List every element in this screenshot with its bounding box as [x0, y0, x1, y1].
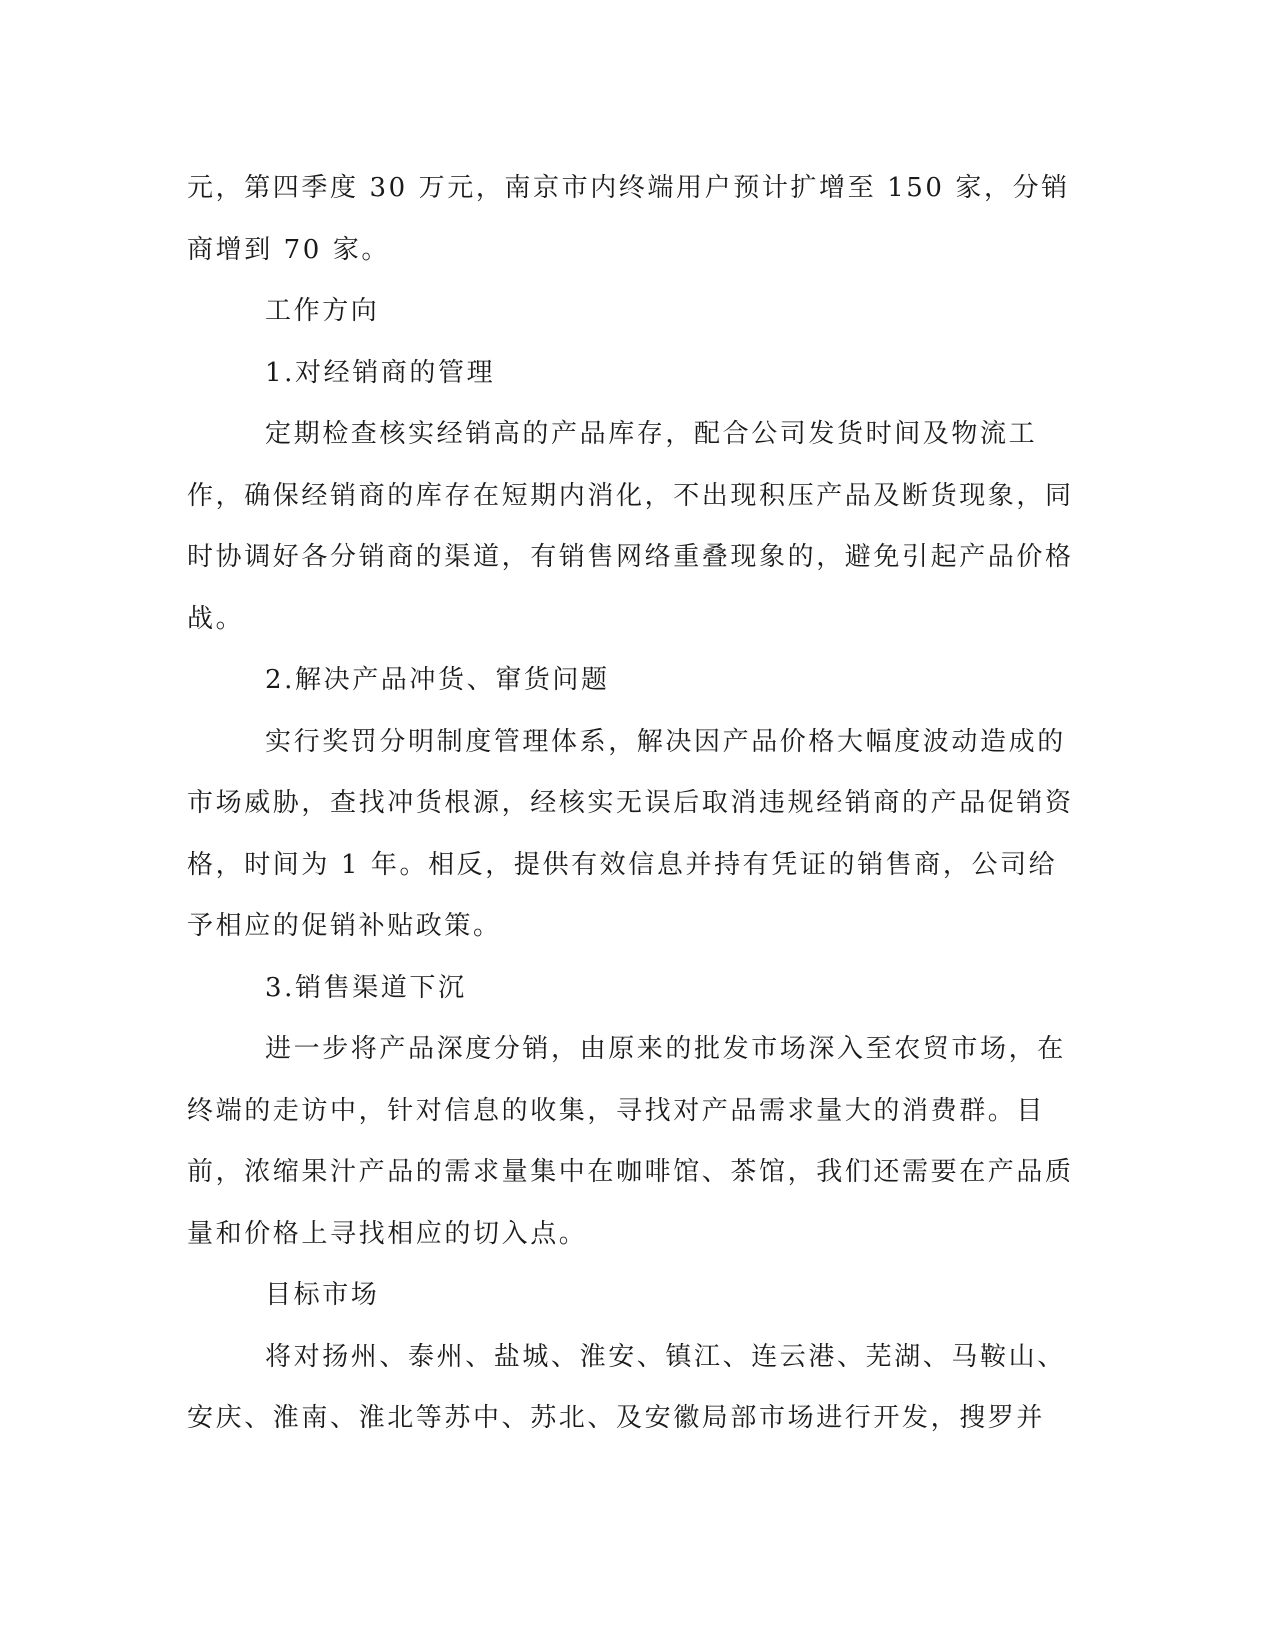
paragraph-continued [187, 158, 1075, 281]
subheading-channel-sinking: 3.销售渠道下沉 [265, 972, 467, 1003]
paragraph-cross-selling [187, 712, 1075, 958]
paragraph-text: 将对扬州、泰州、盐城、淮安、镇江、连云港、芜湖、马鞍山、安庆、淮南、淮北等苏中、苏北、及安徽局部市场进行开发，搜罗并 [187, 1341, 1066, 1433]
paragraph-channel-sinking [187, 1019, 1075, 1265]
subheading-distributor-management: 1.对经销商的管理 [265, 357, 496, 388]
subheading-cross-selling: 2.解决产品冲货、窜货问题 [265, 665, 610, 695]
document-body [187, 158, 1075, 1450]
paragraph-distributor-management [187, 404, 1075, 650]
paragraph-text: 进一步将产品深度分销，由原来的批发市场深入至农贸市场，在终端的走访中，针对信息的收集，寻找对产品需求量大的消费群。目前，浓缩果汁产品的需求量集中在咖啡馆、茶馆，我们还需要在产品质量和价格上寻找相应的切入点。 [187, 1034, 1074, 1249]
section-heading-target-market: 目标市场 [265, 1280, 380, 1310]
paragraph-text: 元，第四季度 30 万元，南京市内终端用户预计扩增至 150 家，分销商增到 70 家。 [187, 173, 1070, 265]
section-heading-work-direction: 工作方向 [265, 296, 380, 326]
paragraph-target-market [187, 1327, 1075, 1450]
paragraph-text: 定期检查核实经销高的产品库存，配合公司发货时间及物流工作，确保经销商的库存在短期内消化，不出现积压产品及断货现象，同时协调好各分销商的渠道，有销售网络重叠现象的，避免引起产品价格战。 [187, 419, 1074, 634]
paragraph-text: 实行奖罚分明制度管理体系，解决因产品价格大幅度波动造成的市场威胁，查找冲货根源，经核实无误后取消违规经销商的产品促销资格，时间为 1 年。相反，提供有效信息并持有凭证的销售商，公司给予相应的促销补贴政策。 [187, 726, 1074, 941]
